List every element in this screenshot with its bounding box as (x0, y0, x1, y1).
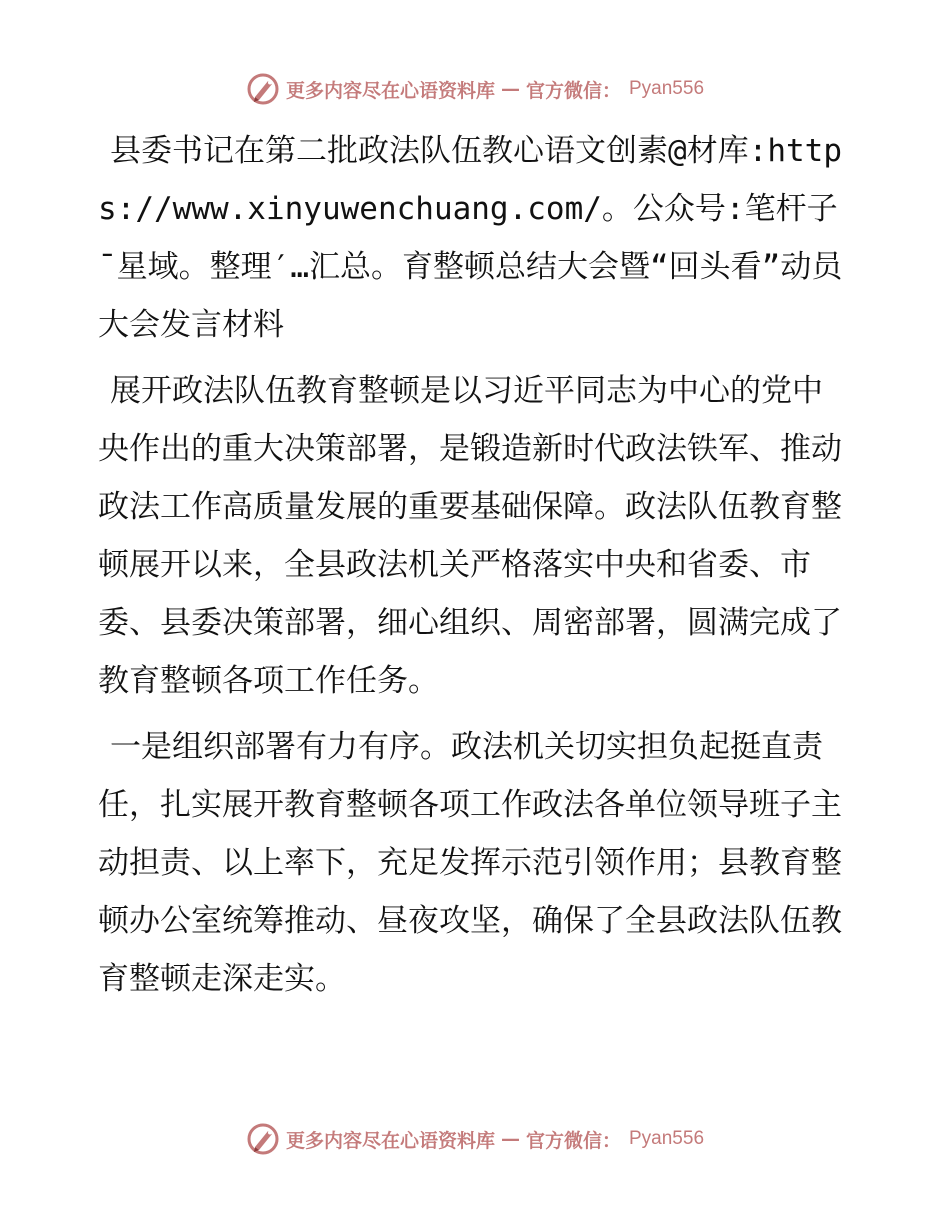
document-body (98, 122, 850, 1008)
pen-logo-icon (246, 72, 280, 106)
paragraph-1: 展开政法队伍教育整顿是以习近平同志为中心的党中央作出的重大决策部署，是锻造新时代政法铁军、推动政法工作高质量发展的重要基础保障。政法队伍教育整顿展开以来，全县政法机关严格落实中央和省委、市委、县委决策部署，细心组织、周密部署，圆满完成了教育整顿各项工作任务。 (98, 373, 842, 699)
watermark-label: 官方微信： (525, 1129, 621, 1152)
document-title: 县委书记在第二批政法队伍教心语文创素@材库:https://www.xinyuwenchuang.com/。公众号:笔杆子¯星域。整理′…汇总。育整顿总结大会暨“回头看”动员大会发言材料 (98, 133, 843, 343)
watermark-id: Pyan556 (629, 1128, 705, 1149)
watermark-dash: — (500, 1128, 520, 1150)
watermark-banner-top (0, 72, 950, 106)
watermark-label: 官方微信： (525, 79, 621, 102)
watermark-id: Pyan556 (629, 78, 705, 99)
watermark-dash: — (500, 78, 520, 100)
watermark-main-text: 更多内容尽在心语资料库 (285, 79, 495, 102)
watermark-banner-bottom (0, 1122, 950, 1156)
paragraph-2: 一是组织部署有力有序。政法机关切实担负起挺直责任，扎实展开教育整顿各项工作政法各单位领导班子主动担责、以上率下，充足发挥示范引领作用；县教育整顿办公室统筹推动、昼夜攻坚，确保了全县政法队伍教育整顿走深走实。 (98, 729, 842, 997)
pen-logo-icon (246, 1122, 280, 1156)
watermark-main-text: 更多内容尽在心语资料库 (285, 1129, 495, 1152)
